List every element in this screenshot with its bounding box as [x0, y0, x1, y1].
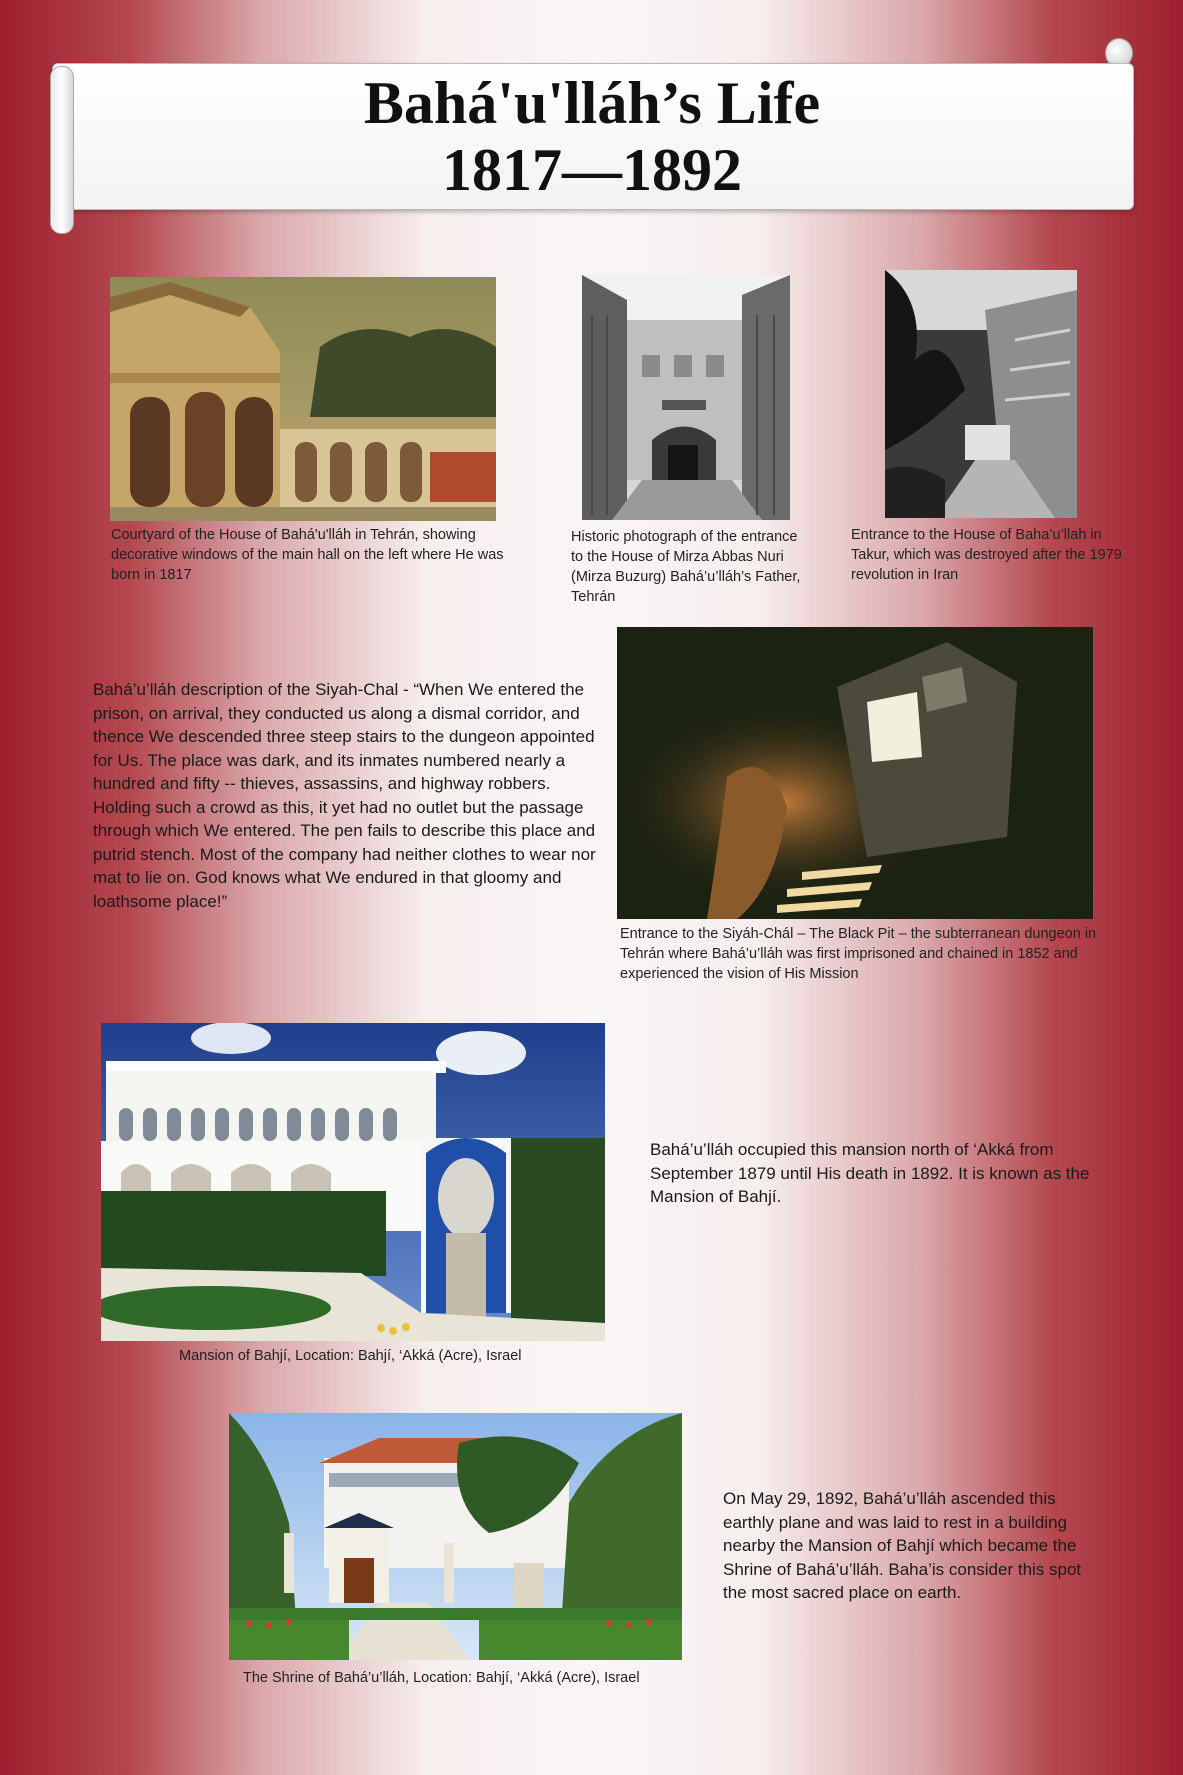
siyah-chal-photo: [617, 627, 1093, 919]
mansion-caption: Mansion of Bahjí, Location: Bahjí, ‘Akká (Acre), Israel: [179, 1348, 522, 1364]
courtyard-photo: [110, 277, 496, 521]
shrine-text: On May 29, 1892, Bahá’u’lláh ascended this earthly plane and was laid to rest in a building nearby the Mansion of Bahjí which became the Shrine of Bahá’u’lláh. Baha’is consider this spot the most sacred place on earth.: [723, 1489, 1082, 1602]
historic-entrance-photo: [582, 275, 790, 520]
mansion-photo: [101, 1023, 605, 1341]
page-title: Bahá'u'lláh’s Life: [363, 70, 821, 136]
siyah-chal-caption: Entrance to the Siyáh-Chál – The Black Pit – the subterranean dungeon in Tehrán where Bahá’u’lláh was first imprisoned and chained in 1852 and experienced the vision of His Mission: [620, 926, 1097, 982]
siyah-chal-quote: Bahá’u’lláh description of the Siyah-Chal - “When We entered the prison, on arrival, they conducted us along a dismal corridor, and thence We descended three steep stairs to the dungeon appointed for Us. The place was dark, and its inmates numbered nearly a hundred and fifty -- thieves, assassins, and highway robbers. Holding such a crowd as this, it yet had no outlet but the passage through which We entered. The pen fails to describe this place and putrid stench. Most of the company had neither clothes to wear nor mat to lie on. God knows what We endured in that gloomy and loathsome place!”: [93, 680, 596, 911]
page-title-dates: 1817—1892: [442, 137, 742, 203]
courtyard-caption: Courtyard of the House of Bahá'u'lláh in Tehrán, showing decorative windows of the main hall on the left where He was born in 1817: [111, 527, 504, 583]
historic-entrance-caption: Historic photograph of the entrance to the House of Mirza Abbas Nuri (Mirza Buzurg) Bahá’u’lláh’s Father, Tehrán: [571, 529, 801, 605]
mansion-text: Bahá’u’lláh occupied this mansion north of ‘Akká from September 1879 until His death in 1892. It is known as the Mansion of Bahjí.: [650, 1140, 1090, 1206]
shrine-photo: [229, 1413, 682, 1660]
takur-entrance-caption: Entrance to the House of Baha’u’llah in Takur, which was destroyed after the 1979 revolution in Iran: [851, 527, 1122, 583]
takur-entrance-photo: [885, 270, 1077, 518]
shrine-caption: The Shrine of Bahá’u’lláh, Location: Bahjí, ‘Akká (Acre), Israel: [243, 1670, 640, 1686]
